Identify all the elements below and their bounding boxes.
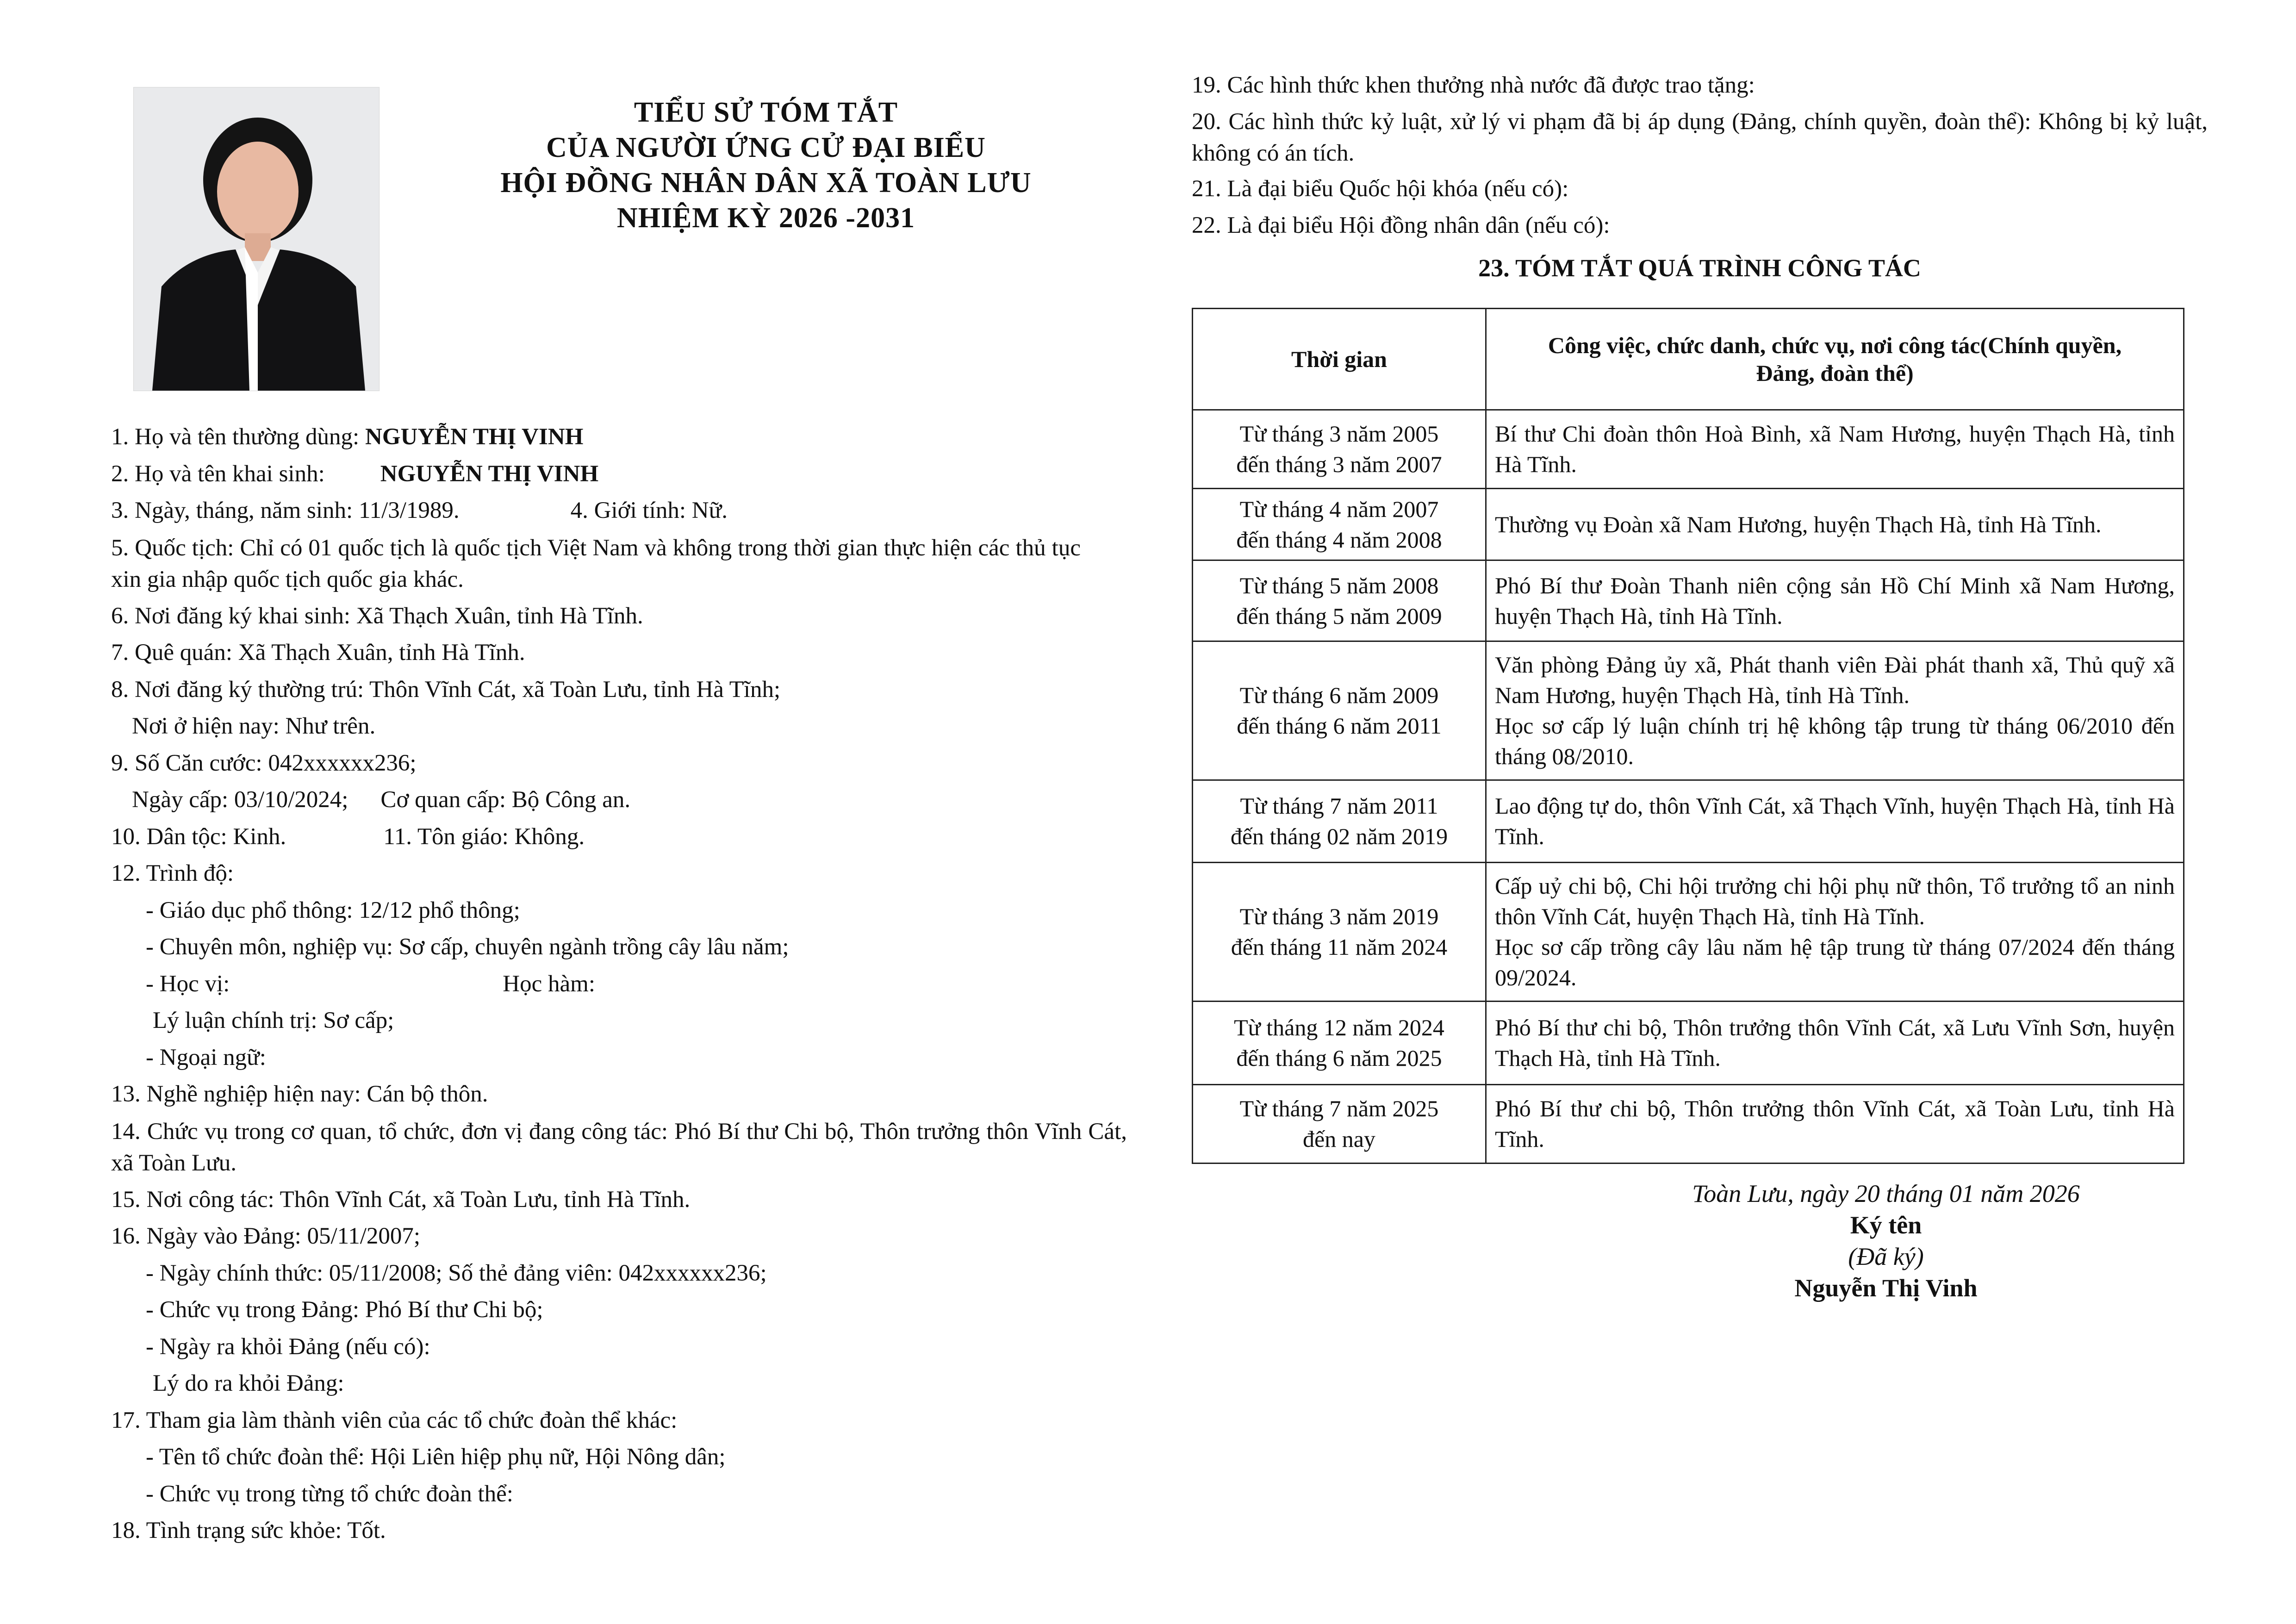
- left-column: [111, 79, 1127, 1587]
- field-party-position: - Chức vụ trong Đảng: Phó Bí thư Chi bộ;: [146, 1297, 543, 1323]
- heading-line-3: HỘI ĐỒNG NHÂN DÂN XÃ TOÀN LƯU: [500, 167, 1032, 199]
- cell-description: [1486, 641, 2184, 780]
- field-workplace: 15. Nơi công tác: Thôn Vĩnh Cát, xã Toàn Lưu, tỉnh Hà Tĩnh.: [111, 1186, 691, 1213]
- description-text: Văn phòng Đảng ủy xã, Phát thanh viên Đài phát thanh xã, Thủ quỹ xã Nam Hương, huyện Thạch Hà, tỉnh Hà Tĩnh.: [1495, 652, 2175, 708]
- field-degree: [111, 966, 1127, 1003]
- field-common-name: [111, 419, 1127, 456]
- document-heading: [403, 95, 1129, 236]
- description-text: Lao động tự do, thôn Vĩnh Cát, xã Thạch Vĩnh, huyện Thạch Hà, tỉnh Hà Tĩnh.: [1495, 793, 2175, 849]
- field-party-join-date: 16. Ngày vào Đảng: 05/11/2007;: [111, 1223, 421, 1249]
- cell-description: [1486, 780, 2184, 862]
- field-id-number: 9. Số Căn cước: 042xxxxxx236;: [111, 750, 417, 776]
- description-text: Phó Bí thư chi bộ, Thôn trưởng thôn Vĩnh Cát, xã Toàn Lưu, tỉnh Hà Tĩnh.: [1495, 1095, 2175, 1152]
- field-organizations: 17. Tham gia làm thành viên của các tổ chức đoàn thể khác:: [111, 1407, 678, 1433]
- time-to: đến tháng 3 năm 2007: [1236, 451, 1442, 477]
- personal-fields: [111, 419, 1127, 1549]
- cell-description: [1486, 1084, 2184, 1163]
- field-education-heading: 12. Trình độ:: [111, 860, 234, 886]
- cell-description: [1486, 560, 2184, 641]
- field-party-leave-reason: Lý do ra khỏi Đảng:: [153, 1370, 344, 1396]
- table-row: [1193, 862, 2184, 1001]
- field-birth-registration: 6. Nơi đăng ký khai sinh: Xã Thạch Xuân, tỉnh Hà Tĩnh.: [111, 603, 643, 629]
- cell-time: [1193, 641, 1486, 780]
- table-row: [1193, 641, 2184, 780]
- time-to: đến tháng 11 năm 2024: [1231, 934, 1448, 960]
- time-to: đến tháng 4 năm 2008: [1236, 526, 1442, 553]
- field-occupation: 13. Nghề nghiệp hiện nay: Cán bộ thôn.: [111, 1081, 488, 1107]
- cell-description: [1486, 1001, 2184, 1084]
- time-from: Từ tháng 7 năm 2025: [1239, 1095, 1439, 1121]
- field-hometown: 7. Quê quán: Xã Thạch Xuân, tỉnh Hà Tĩnh.: [111, 640, 525, 666]
- signer-name: Nguyễn Thị Vinh: [1794, 1274, 1978, 1302]
- field-current-residence: Nơi ở hiện nay: Như trên.: [132, 713, 376, 739]
- heading-line-4: NHIỆM KỲ 2026 -2031: [616, 202, 915, 234]
- career-table-header: [1193, 308, 2184, 410]
- cell-time: [1193, 780, 1486, 862]
- signature-signed-note: (Đã ký): [1848, 1243, 1924, 1270]
- cell-time: [1193, 488, 1486, 560]
- career-table-body: [1193, 410, 2184, 1163]
- field-id-date: Ngày cấp: 03/10/2024;: [132, 787, 348, 813]
- description-text: Phó Bí thư Đoàn Thanh niên cộng sản Hồ Chí Minh xã Nam Hương, huyện Thạch Hà, tỉnh Hà Tĩnh.: [1495, 572, 2175, 629]
- field-permanent-residence: 8. Nơi đăng ký thường trú: Thôn Vĩnh Cát, xã Toàn Lưu, tỉnh Hà Tĩnh;: [111, 676, 781, 703]
- cell-description: [1486, 862, 2184, 1001]
- field-value: NGUYỄN THỊ VINH: [365, 424, 584, 450]
- column-header-time: Thời gian: [1193, 308, 1486, 410]
- time-from: Từ tháng 12 năm 2024: [1234, 1014, 1444, 1040]
- time-from: Từ tháng 3 năm 2019: [1239, 903, 1439, 929]
- cell-description: [1486, 488, 2184, 560]
- field-ethnic-religion: [111, 819, 1127, 856]
- description-text: Thường vụ Đoàn xã Nam Hương, huyện Thạch Hà, tỉnh Hà Tĩnh.: [1495, 511, 2102, 537]
- field-peoples-council: 22. Là đại biểu Hội đồng nhân dân (nếu có):: [1192, 212, 1610, 238]
- career-table-title: 23. TÓM TẮT QUÁ TRÌNH CÔNG TÁC: [1478, 254, 1921, 282]
- table-row: [1193, 1001, 2184, 1084]
- field-foreign-language: - Ngoại ngữ:: [146, 1044, 266, 1070]
- cell-time: [1193, 1001, 1486, 1084]
- signature-place-date: Toàn Lưu, ngày 20 tháng 01 năm 2026: [1692, 1180, 2080, 1207]
- table-row: [1193, 488, 2184, 560]
- time-to: đến nay: [1303, 1126, 1375, 1152]
- field-national-assembly: 21. Là đại biểu Quốc hội khóa (nếu có):: [1192, 175, 1569, 202]
- field-awards: 19. Các hình thức khen thưởng nhà nước đã được trao tặng:: [1192, 72, 1755, 98]
- table-row: [1193, 1084, 2184, 1163]
- description-text-extra: Học sơ cấp lý luận chính trị hệ không tập trung từ tháng 06/2010 đến tháng 08/2010.: [1495, 713, 2175, 769]
- table-row: [1193, 410, 2184, 488]
- field-degree-label: - Học vị:: [146, 971, 230, 997]
- field-health: 18. Tình trạng sức khỏe: Tốt.: [111, 1518, 386, 1543]
- time-from: Từ tháng 3 năm 2005: [1239, 421, 1439, 447]
- description-text: Cấp uỷ chi bộ, Chi hội trưởng chi hội phụ nữ thôn, Tổ trưởng tổ an ninh thôn Vĩnh Cát, huyện Thạch Hà, tỉnh Hà Tĩnh.: [1495, 873, 2175, 929]
- field-label: 2. Họ và tên khai sinh:: [111, 460, 325, 487]
- field-party-leave-date: - Ngày ra khỏi Đảng (nếu có):: [146, 1333, 430, 1360]
- field-dob-gender: [111, 492, 1127, 529]
- signature-label: Ký tên: [1850, 1211, 1922, 1239]
- field-discipline: 20. Các hình thức kỷ luật, xử lý vi phạm đã bị áp dụng (Đảng, chính quyền, đoàn thể): Không bị kỷ luật, không có án tích.: [1192, 108, 2208, 166]
- career-table: [1192, 308, 2184, 1164]
- cell-time: [1193, 410, 1486, 488]
- heading-line-2: CỦA NGƯỜI ỨNG CỬ ĐẠI BIỂU: [546, 132, 986, 163]
- portrait-photo: [133, 87, 380, 391]
- description-text: Phó Bí thư chi bộ, Thôn trưởng thôn Vĩnh Cát, xã Lưu Vĩnh Sơn, huyện Thạch Hà, tỉnh Hà Tĩnh.: [1495, 1014, 2175, 1071]
- right-column: [1192, 67, 2208, 1576]
- field-general-education: - Giáo dục phổ thông: 12/12 phổ thông;: [146, 897, 520, 923]
- cell-time: [1193, 560, 1486, 641]
- time-to: đến tháng 6 năm 2025: [1236, 1045, 1442, 1071]
- cell-time: [1193, 862, 1486, 1001]
- field-gender: 4. Giới tính: Nữ.: [570, 498, 728, 523]
- description-text: Bí thư Chi đoàn thôn Hoà Bình, xã Nam Hương, huyện Thạch Hà, tỉnh Hà Tĩnh.: [1495, 421, 2175, 477]
- field-label: 1. Họ và tên thường dùng:: [111, 424, 365, 450]
- time-from: Từ tháng 7 năm 2011: [1240, 793, 1438, 819]
- field-position: 14. Chức vụ trong cơ quan, tổ chức, đơn vị đang công tác: Phó Bí thư Chi bộ, Thôn trưởng thôn Vĩnh Cát, xã Toàn Lưu.: [111, 1118, 1127, 1176]
- field-value: NGUYỄN THỊ VINH: [380, 460, 599, 487]
- time-to: đến tháng 02 năm 2019: [1230, 823, 1448, 849]
- table-row: [1193, 780, 2184, 862]
- field-id-issue: [111, 782, 1127, 819]
- signature-block: [1585, 1178, 2187, 1304]
- field-organization-names: - Tên tổ chức đoàn thể: Hội Liên hiệp phụ nữ, Hội Nông dân;: [146, 1444, 726, 1470]
- portrait-image: [134, 87, 379, 391]
- time-to: đến tháng 6 năm 2011: [1237, 713, 1442, 739]
- field-dob: 3. Ngày, tháng, năm sinh: 11/3/1989.: [111, 498, 460, 523]
- heading-line-1: TIỂU SỬ TÓM TẮT: [634, 97, 898, 128]
- time-from: Từ tháng 6 năm 2009: [1239, 682, 1439, 708]
- field-party-official-date: - Ngày chính thức: 05/11/2008; Số thẻ đảng viên: 042xxxxxx236;: [146, 1260, 767, 1286]
- time-from: Từ tháng 4 năm 2007: [1239, 496, 1439, 522]
- column-header-description: Công việc, chức danh, chức vụ, nơi công tác(Chính quyền, Đảng, đoàn thể): [1486, 308, 2184, 410]
- field-id-authority: Cơ quan cấp: Bộ Công an.: [380, 787, 631, 813]
- cell-time: [1193, 1084, 1486, 1163]
- field-ethnicity: 10. Dân tộc: Kinh.: [111, 823, 286, 850]
- time-from: Từ tháng 5 năm 2008: [1239, 572, 1439, 598]
- table-row: [1193, 560, 2184, 641]
- right-fields: [1192, 67, 2208, 244]
- field-nationality: 5. Quốc tịch: Chỉ có 01 quốc tịch là quốc tịch Việt Nam và không trong thời gian thực hiện các thủ tục xin gia nhập quốc tịch quốc gia khác.: [111, 535, 1081, 592]
- field-religion: 11. Tôn giáo: Không.: [383, 823, 585, 850]
- field-specialty: - Chuyên môn, nghiệp vụ: Sơ cấp, chuyên ngành trồng cây lâu năm;: [146, 934, 789, 960]
- field-political-theory: Lý luận chính trị: Sơ cấp;: [153, 1008, 394, 1033]
- field-academic-title: Học hàm:: [503, 971, 595, 997]
- field-organization-roles: - Chức vụ trong từng tổ chức đoàn thể:: [146, 1481, 513, 1507]
- time-to: đến tháng 5 năm 2009: [1236, 603, 1442, 629]
- description-text-extra: Học sơ cấp trồng cây lâu năm hệ tập trung từ tháng 07/2024 đến tháng 09/2024.: [1495, 934, 2175, 990]
- cell-description: [1486, 410, 2184, 488]
- field-birth-name: [111, 456, 1127, 493]
